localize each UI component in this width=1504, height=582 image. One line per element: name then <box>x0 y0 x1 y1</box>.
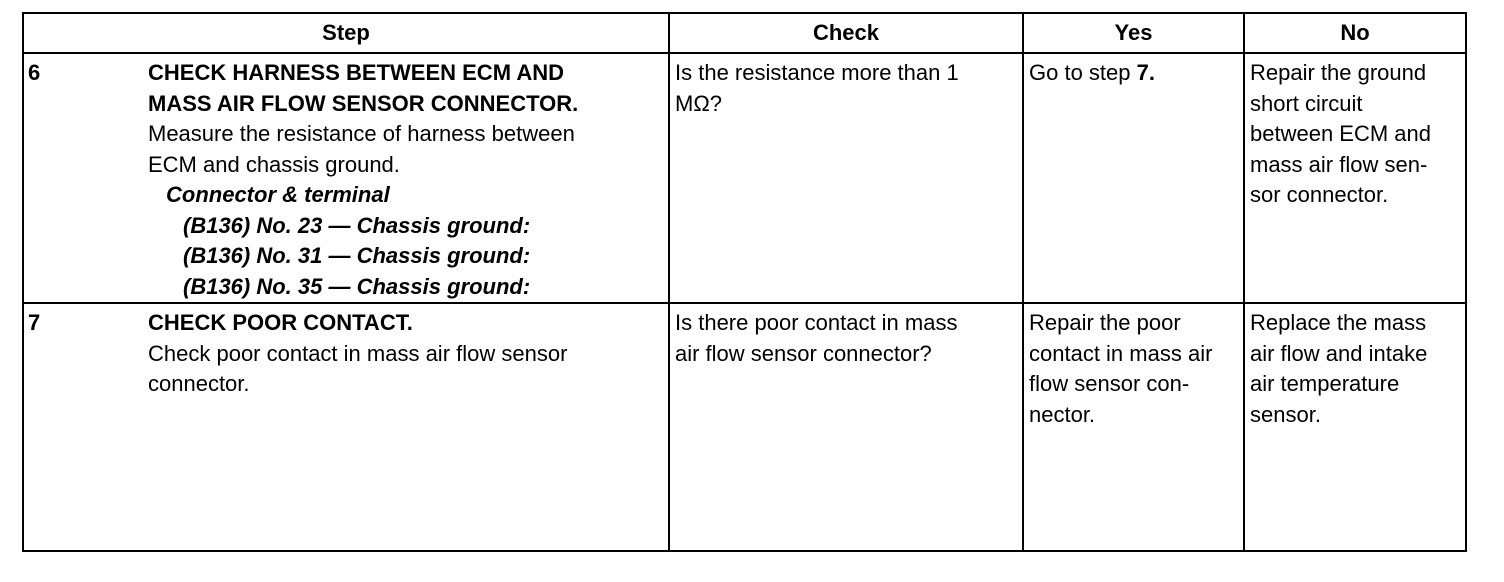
table-header-row <box>23 13 1466 53</box>
connector-line-3: (B136) No. 35 — Chassis ground: <box>183 273 531 299</box>
step-body-7-line2: connector. <box>148 371 250 396</box>
check-6-line2: MΩ? <box>675 90 723 116</box>
yes-7-line1: Repair the poor <box>1029 310 1181 335</box>
step-cell-6 <box>23 53 669 303</box>
connector-title: Connector & terminal <box>166 182 390 207</box>
check-7-line1: Is there poor contact in mass <box>675 310 958 335</box>
yes-6-step-ref: 7. <box>1136 60 1155 85</box>
no-6-line1: Repair the ground <box>1250 60 1427 85</box>
step-body-6-line1: Measure the resistance of harness between <box>148 121 575 146</box>
table-row-step-7 <box>23 303 1466 551</box>
header-check: Check <box>669 13 1023 53</box>
no-6-line4: mass air flow sen- <box>1250 151 1428 177</box>
yes-7-line2: contact in mass air <box>1029 340 1213 366</box>
no-7-line4: sensor. <box>1250 401 1321 427</box>
yes-7-line3: flow sensor con- <box>1029 371 1190 396</box>
header-no: No <box>1244 13 1466 53</box>
check-6-line1: Is the resistance more than 1 <box>675 60 959 85</box>
step-title-7: CHECK POOR CONTACT. <box>148 310 413 335</box>
diagnostic-table <box>22 12 1467 552</box>
step-number-7: 7 <box>28 310 41 335</box>
step-title-6-line2: MASS AIR FLOW SENSOR CONNECTOR. <box>148 90 579 116</box>
no-7-line3: air temperature <box>1250 371 1400 396</box>
no-6-line2: short circuit <box>1250 90 1363 116</box>
no-cell-7 <box>1244 303 1466 551</box>
no-cell-6 <box>1244 53 1466 303</box>
table-row-step-6 <box>23 53 1466 303</box>
header-step: Step <box>23 13 669 53</box>
check-cell-6 <box>669 53 1023 303</box>
step-title-6-line1: CHECK HARNESS BETWEEN ECM AND <box>148 60 564 85</box>
step-body-6-line2: ECM and chassis ground. <box>148 151 400 177</box>
check-7-line2: air flow sensor connector? <box>675 340 932 366</box>
connector-line-1: (B136) No. 23 — Chassis ground: <box>183 212 531 238</box>
step-cell-7 <box>23 303 669 551</box>
no-6-line3: between ECM and <box>1250 121 1431 146</box>
yes-cell-7 <box>1023 303 1244 551</box>
yes-cell-6 <box>1023 53 1244 303</box>
no-7-line2: air flow and intake <box>1250 340 1428 366</box>
check-cell-7 <box>669 303 1023 551</box>
connector-line-2: (B136) No. 31 — Chassis ground: <box>183 243 531 268</box>
yes-7-line4: nector. <box>1029 401 1096 427</box>
step-number-6: 6 <box>28 60 41 85</box>
no-6-line5: sor connector. <box>1250 182 1389 207</box>
yes-6-text: Go to step <box>1029 60 1137 85</box>
header-yes: Yes <box>1023 13 1244 53</box>
step-body-7-line1: Check poor contact in mass air flow sensor <box>148 340 568 366</box>
no-7-line1: Replace the mass <box>1250 310 1427 335</box>
